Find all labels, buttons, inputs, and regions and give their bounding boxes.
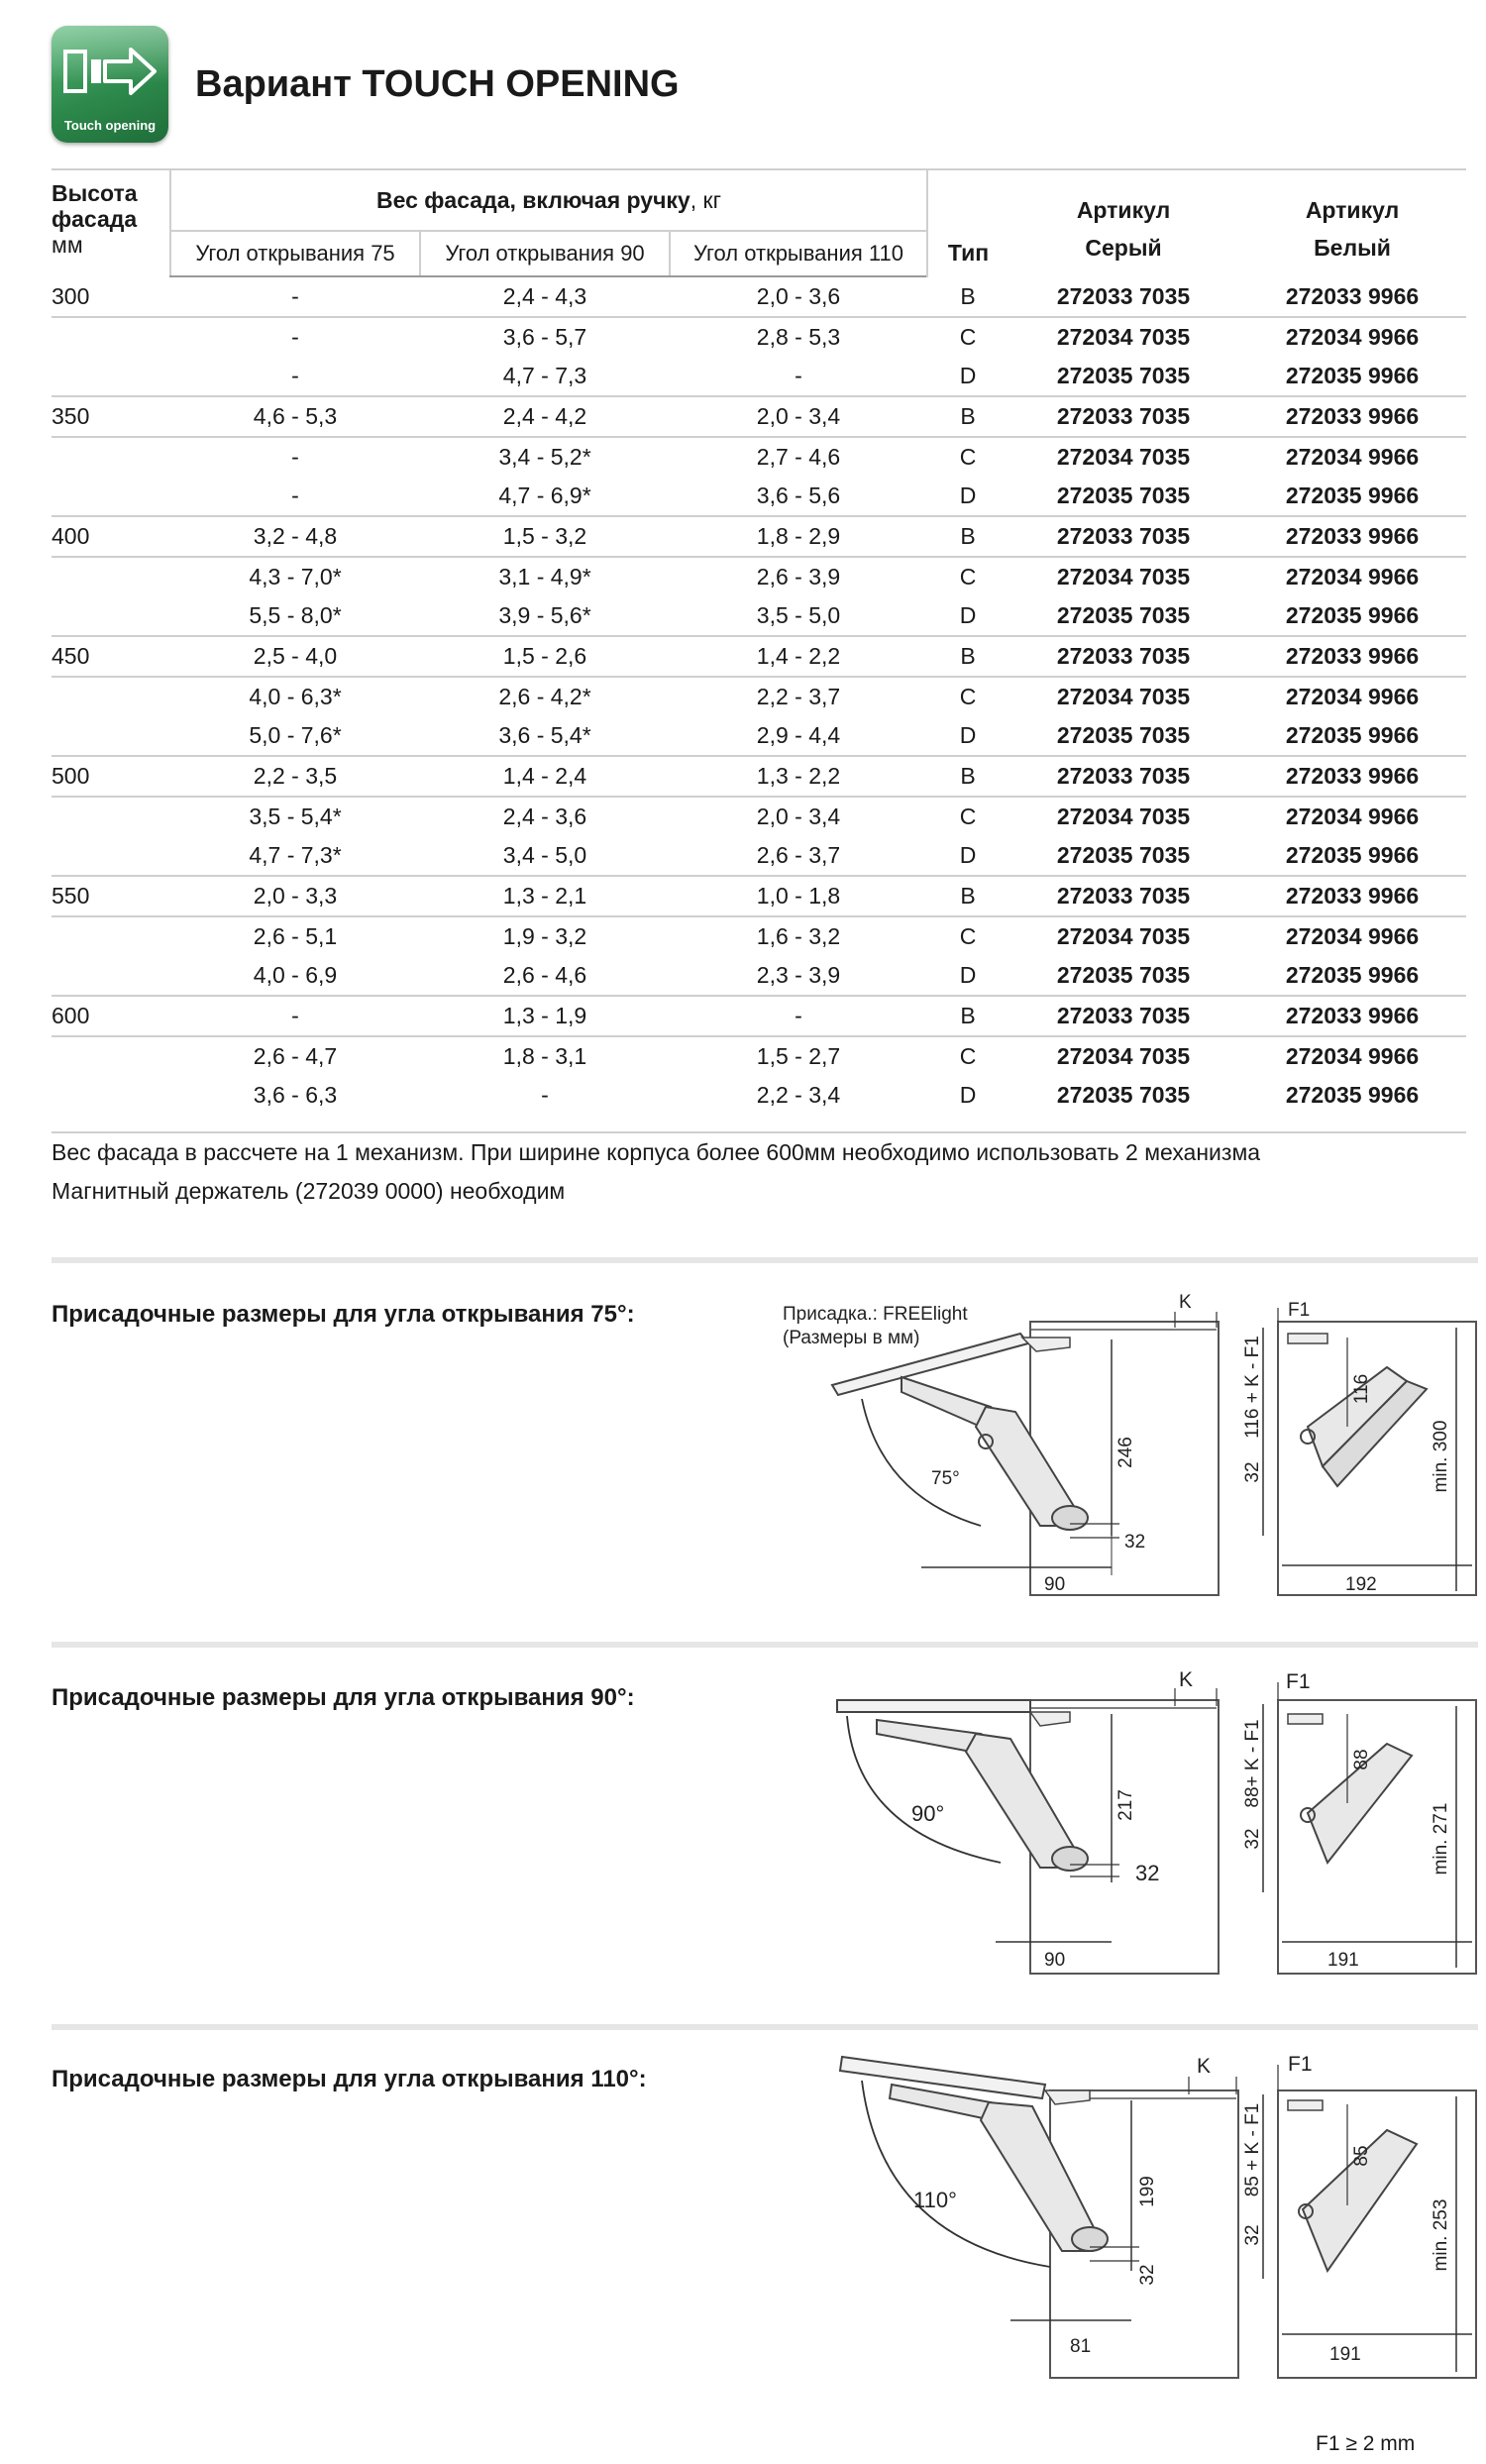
cell-weight-75: - <box>170 437 420 477</box>
cell-weight-75: 2,5 - 4,0 <box>170 636 420 677</box>
cell-height <box>52 677 170 716</box>
cell-weight-75: 2,0 - 3,3 <box>170 876 420 916</box>
cell-weight-75: 4,7 - 7,3* <box>249 842 342 868</box>
cell-type: D <box>959 722 977 748</box>
cell-art-white: 272034 9966 <box>1238 557 1466 596</box>
cell-art-white: 272034 9966 <box>1238 677 1466 716</box>
cell-weight-75: 4,0 - 6,9 <box>253 962 338 988</box>
cell-art-white: 272035 9966 <box>1285 363 1420 388</box>
cell-art-grey: 272033 7035 <box>1008 876 1238 916</box>
cell-type: B <box>927 516 1008 557</box>
side-min-90: min. 271 <box>1431 1802 1451 1875</box>
cell-weight-110: 2,7 - 4,6 <box>670 437 927 477</box>
cell-weight-90: 2,4 - 3,6 <box>420 797 670 836</box>
cell-weight-90: 4,7 - 6,9* <box>498 482 591 508</box>
cell-art-grey: 272033 7035 <box>1008 636 1238 677</box>
side-min-110: min. 253 <box>1431 2198 1451 2272</box>
col-weight-header: Вес фасада, включая ручку, кг <box>170 170 927 231</box>
cell-art-grey: 272034 7035 <box>1008 916 1238 956</box>
col-art-grey-header: Артикул Серый <box>1076 197 1171 261</box>
cell-weight-75: 5,5 - 8,0* <box>249 602 342 628</box>
cell-height <box>52 596 170 636</box>
cell-art-grey: 272034 7035 <box>1008 557 1238 596</box>
cell-art-grey: 272035 7035 <box>1056 962 1191 988</box>
cell-art-white: 272033 9966 <box>1238 756 1466 797</box>
cell-weight-90: 3,4 - 5,0 <box>502 842 587 868</box>
cell-art-grey: 272033 7035 <box>1008 756 1238 797</box>
badge-label: Touch opening <box>63 118 157 133</box>
cell-height <box>52 1076 170 1132</box>
cell-type: C <box>927 557 1008 596</box>
side-vertical-75: 116 <box>1351 1373 1372 1405</box>
cell-height: 450 <box>52 636 170 677</box>
cell-weight-90: 2,4 - 4,2 <box>420 396 670 437</box>
cell-weight-90: 1,3 - 1,9 <box>420 996 670 1036</box>
dim-bottom-110: 81 <box>1070 2336 1092 2357</box>
diagram-90 <box>773 1664 1486 1991</box>
cell-weight-75: 2,6 - 5,1 <box>170 916 420 956</box>
side-vertical-90: 88 <box>1351 1749 1372 1770</box>
table-row <box>52 437 1466 477</box>
cell-art-grey: 272034 7035 <box>1008 317 1238 357</box>
angle-label-75: 75° <box>931 1468 960 1489</box>
cell-type: B <box>927 756 1008 797</box>
cell-art-grey: 272035 7035 <box>1056 602 1191 628</box>
side-bottom-90: 191 <box>1327 1950 1359 1971</box>
dim-vertical-75: 246 <box>1115 1437 1136 1468</box>
table-row <box>52 477 1466 516</box>
cell-weight-90: 1,5 - 3,2 <box>420 516 670 557</box>
cell-weight-110: 2,9 - 4,4 <box>756 722 841 748</box>
section-divider-110 <box>52 2024 1478 2030</box>
col-angle-75: Угол открывания 75 <box>170 231 420 276</box>
table-row <box>52 276 1466 317</box>
side-32-75: 32 <box>1242 1461 1263 1483</box>
cell-type: C <box>927 677 1008 716</box>
cell-art-white: 272034 9966 <box>1238 916 1466 956</box>
cell-type: D <box>959 962 977 988</box>
cell-weight-90: 3,1 - 4,9* <box>420 557 670 596</box>
angle-label-90: 90° <box>911 1801 945 1826</box>
cell-weight-110: 3,5 - 5,0 <box>756 602 841 628</box>
cell-art-grey: 272033 7035 <box>1008 516 1238 557</box>
cell-weight-110: 2,0 - 3,4 <box>670 797 927 836</box>
side-min-75: min. 300 <box>1431 1420 1451 1493</box>
cell-weight-75: - <box>170 996 420 1036</box>
cell-art-grey: 272035 7035 <box>1056 363 1191 388</box>
table-row <box>52 716 1466 756</box>
cell-type: B <box>927 396 1008 437</box>
cell-weight-75: 3,6 - 6,3 <box>170 1076 420 1132</box>
touch-opening-badge <box>52 26 168 143</box>
cell-weight-75: 3,5 - 5,4* <box>170 797 420 836</box>
side-bottom-75: 192 <box>1345 1574 1377 1595</box>
cell-type: C <box>927 437 1008 477</box>
cell-height: 600 <box>52 996 170 1036</box>
cell-weight-110: - <box>795 363 802 388</box>
cell-art-grey: 272035 7035 <box>1008 1076 1238 1132</box>
cell-type: B <box>927 876 1008 916</box>
cell-weight-90: 1,5 - 2,6 <box>420 636 670 677</box>
cell-art-grey: 272034 7035 <box>1008 677 1238 716</box>
page-header <box>52 26 1438 155</box>
cell-art-white: 272034 9966 <box>1238 1036 1466 1076</box>
col-height-header: Высота фасада мм <box>52 180 138 258</box>
cell-weight-110: 2,6 - 3,9 <box>670 557 927 596</box>
table-row <box>52 756 1466 797</box>
cell-weight-75: 2,2 - 3,5 <box>170 756 420 797</box>
cell-weight-75: 4,3 - 7,0* <box>170 557 420 596</box>
cell-height: 350 <box>52 396 170 437</box>
angle-label-110: 110° <box>913 2188 957 2212</box>
cell-weight-90: 3,4 - 5,2* <box>420 437 670 477</box>
cell-height <box>52 477 170 516</box>
table-row <box>52 636 1466 677</box>
cell-weight-110: 2,3 - 3,9 <box>756 962 841 988</box>
dim-bottom-75: 90 <box>1044 1574 1066 1595</box>
cell-weight-75: - <box>291 283 299 309</box>
col-angle-110: Угол открывания 110 <box>670 231 927 276</box>
cell-art-grey: 272035 7035 <box>1056 482 1191 508</box>
cell-art-grey: 272033 7035 <box>1008 396 1238 437</box>
cell-weight-75: 5,0 - 7,6* <box>249 722 342 748</box>
k-label-110: K <box>1197 2055 1212 2078</box>
side-32-110: 32 <box>1242 2224 1263 2246</box>
cell-height <box>52 437 170 477</box>
cell-weight-90: 3,6 - 5,7 <box>420 317 670 357</box>
table-row <box>52 836 1466 876</box>
cell-weight-90: 1,9 - 3,2 <box>420 916 670 956</box>
table-row <box>52 996 1466 1036</box>
table-row <box>52 557 1466 596</box>
table-row <box>52 916 1466 956</box>
cell-art-white: 272034 9966 <box>1238 797 1466 836</box>
section-title-110: Присадочные размеры для угла открывания 110°: <box>52 2066 647 2092</box>
table-row <box>52 357 1466 396</box>
cell-art-white: 272033 9966 <box>1285 282 1420 309</box>
table-row <box>52 317 1466 357</box>
dim-small-110: 32 <box>1137 2264 1158 2286</box>
cell-art-white: 272035 9966 <box>1285 722 1420 748</box>
dim-bottom-90: 90 <box>1044 1950 1066 1971</box>
table-row <box>52 677 1466 716</box>
diagram-75 <box>773 1278 1486 1615</box>
cell-weight-90: 2,6 - 4,2* <box>420 677 670 716</box>
cell-weight-75: - <box>291 363 299 388</box>
cell-weight-90: 3,6 - 5,4* <box>498 722 591 748</box>
cell-weight-110: 1,6 - 3,2 <box>670 916 927 956</box>
cell-height <box>52 317 170 357</box>
cell-art-white: 272033 9966 <box>1238 396 1466 437</box>
side-formula-90: 88+ K - F1 <box>1242 1719 1263 1808</box>
cell-weight-110: 2,0 - 3,4 <box>670 396 927 437</box>
cell-art-grey: 272033 7035 <box>1056 282 1191 309</box>
cell-height: 300 <box>52 282 90 309</box>
cell-art-grey: 272033 7035 <box>1008 996 1238 1036</box>
cell-type: C <box>927 317 1008 357</box>
section-divider-75 <box>52 1257 1478 1263</box>
cell-height <box>52 797 170 836</box>
diagram-110 <box>773 2041 1486 2427</box>
note-units: (Размеры в мм) <box>783 1328 920 1348</box>
cell-art-grey: 272034 7035 <box>1008 797 1238 836</box>
table-row <box>52 1076 1466 1132</box>
cell-art-grey: 272035 7035 <box>1056 842 1191 868</box>
cell-art-white: 272033 9966 <box>1238 996 1466 1036</box>
cell-weight-75: - <box>291 482 299 508</box>
cell-art-white: 272033 9966 <box>1238 516 1466 557</box>
cell-art-grey: 272034 7035 <box>1008 1036 1238 1076</box>
note-magnet: Магнитный держатель (272039 0000) необходим <box>52 1178 566 1204</box>
cell-weight-75: 4,0 - 6,3* <box>170 677 420 716</box>
cell-art-white: 272035 9966 <box>1285 842 1420 868</box>
side-vertical-110: 85 <box>1351 2145 1372 2167</box>
cell-height: 400 <box>52 516 170 557</box>
cell-weight-75: - <box>170 317 420 357</box>
table-row <box>52 956 1466 996</box>
table-row <box>52 596 1466 636</box>
f1-label-75: F1 <box>1288 1300 1311 1321</box>
cell-weight-90: 3,9 - 5,6* <box>498 602 591 628</box>
cell-weight-110: 2,0 - 3,6 <box>756 283 841 309</box>
table-row <box>52 797 1466 836</box>
cell-height <box>52 557 170 596</box>
cell-type: D <box>959 842 977 868</box>
f1-label-110: F1 <box>1288 2053 1313 2076</box>
cell-art-white: 272035 9966 <box>1285 482 1420 508</box>
cell-type: C <box>927 916 1008 956</box>
cell-weight-75: 3,2 - 4,8 <box>170 516 420 557</box>
cell-height <box>52 956 170 996</box>
cell-height: 500 <box>52 756 170 797</box>
f1-label-90: F1 <box>1286 1670 1311 1693</box>
cell-weight-110: 2,8 - 5,3 <box>670 317 927 357</box>
cell-type: D <box>959 363 977 388</box>
cell-art-grey: 272035 7035 <box>1056 722 1191 748</box>
cell-weight-75: 2,6 - 4,7 <box>170 1036 420 1076</box>
cell-type: B <box>927 996 1008 1036</box>
dim-small-75: 32 <box>1124 1532 1146 1553</box>
cell-weight-110: 1,0 - 1,8 <box>670 876 927 916</box>
cell-weight-90: 2,4 - 4,3 <box>502 283 587 309</box>
cell-art-white: 272033 9966 <box>1238 876 1466 916</box>
cell-weight-110: 2,6 - 3,7 <box>756 842 841 868</box>
cell-weight-110: 1,5 - 2,7 <box>670 1036 927 1076</box>
f1-footnote: F1 ≥ 2 mm <box>1316 2432 1416 2455</box>
cell-weight-110: 3,6 - 5,6 <box>756 482 841 508</box>
cell-weight-90: - <box>420 1076 670 1132</box>
note-weight: Вес фасада в рассчете на 1 механизм. При ширине корпуса более 600мм необходимо использовать 2 механизма <box>52 1139 1261 1165</box>
spec-table-body <box>52 276 1466 1132</box>
cell-art-white: 272034 9966 <box>1238 437 1466 477</box>
dim-vertical-110: 199 <box>1137 2176 1158 2207</box>
cell-height <box>52 836 170 876</box>
col-angle-90: Угол открывания 90 <box>420 231 670 276</box>
side-formula-75: 116 + K - F1 <box>1242 1336 1263 1439</box>
cell-type: D <box>959 482 977 508</box>
cell-art-white: 272034 9966 <box>1238 317 1466 357</box>
col-art-white-header: Артикул Белый <box>1305 197 1400 261</box>
cell-weight-110: 1,8 - 2,9 <box>670 516 927 557</box>
table-row <box>52 396 1466 437</box>
cell-type: B <box>927 636 1008 677</box>
section-title-75: Присадочные размеры для угла открывания 75°: <box>52 1301 635 1328</box>
cell-type: D <box>959 602 977 628</box>
cell-height <box>52 916 170 956</box>
cell-weight-110: 1,3 - 2,2 <box>670 756 927 797</box>
cell-type: D <box>927 1076 1008 1132</box>
cell-weight-90: 1,4 - 2,4 <box>420 756 670 797</box>
table-row <box>52 516 1466 557</box>
cell-height <box>52 1036 170 1076</box>
touch-arrow-icon <box>59 38 160 107</box>
cell-weight-75: 4,6 - 5,3 <box>170 396 420 437</box>
cell-weight-90: 2,6 - 4,6 <box>502 962 587 988</box>
table-row <box>52 1036 1466 1076</box>
cell-type: C <box>927 1036 1008 1076</box>
page-title: Вариант TOUCH OPENING <box>195 63 680 105</box>
cell-weight-110: 2,2 - 3,7 <box>670 677 927 716</box>
k-label-75: K <box>1179 1292 1192 1313</box>
k-label-90: K <box>1179 1668 1194 1691</box>
cell-type: C <box>927 797 1008 836</box>
spec-table <box>52 170 1466 1133</box>
cell-art-grey: 272034 7035 <box>1008 437 1238 477</box>
cell-height <box>52 357 170 396</box>
cell-art-white: 272035 9966 <box>1238 1076 1466 1132</box>
cell-height: 550 <box>52 876 170 916</box>
cell-art-white: 272035 9966 <box>1285 962 1420 988</box>
table-row <box>52 876 1466 916</box>
note-freelight: Присадка.: FREElight <box>783 1304 968 1325</box>
cell-weight-90: 1,8 - 3,1 <box>420 1036 670 1076</box>
cell-height <box>52 716 170 756</box>
section-title-90: Присадочные размеры для угла открывания 90°: <box>52 1684 635 1711</box>
cell-weight-110: 2,2 - 3,4 <box>670 1076 927 1132</box>
cell-weight-110: 1,4 - 2,2 <box>670 636 927 677</box>
cell-weight-90: 1,3 - 2,1 <box>420 876 670 916</box>
cell-art-white: 272035 9966 <box>1285 602 1420 628</box>
col-type-header: Тип <box>927 170 1008 276</box>
cell-type: B <box>960 282 976 309</box>
side-formula-110: 85 + K - F1 <box>1242 2102 1263 2197</box>
dim-small-90: 32 <box>1135 1861 1160 1885</box>
cell-art-white: 272033 9966 <box>1238 636 1466 677</box>
side-32-90: 32 <box>1242 1828 1263 1850</box>
cell-weight-90: 4,7 - 7,3 <box>502 363 587 388</box>
cell-weight-110: - <box>670 996 927 1036</box>
dim-vertical-90: 217 <box>1115 1789 1136 1821</box>
section-divider-90 <box>52 1642 1478 1648</box>
side-bottom-110: 191 <box>1329 2344 1361 2365</box>
